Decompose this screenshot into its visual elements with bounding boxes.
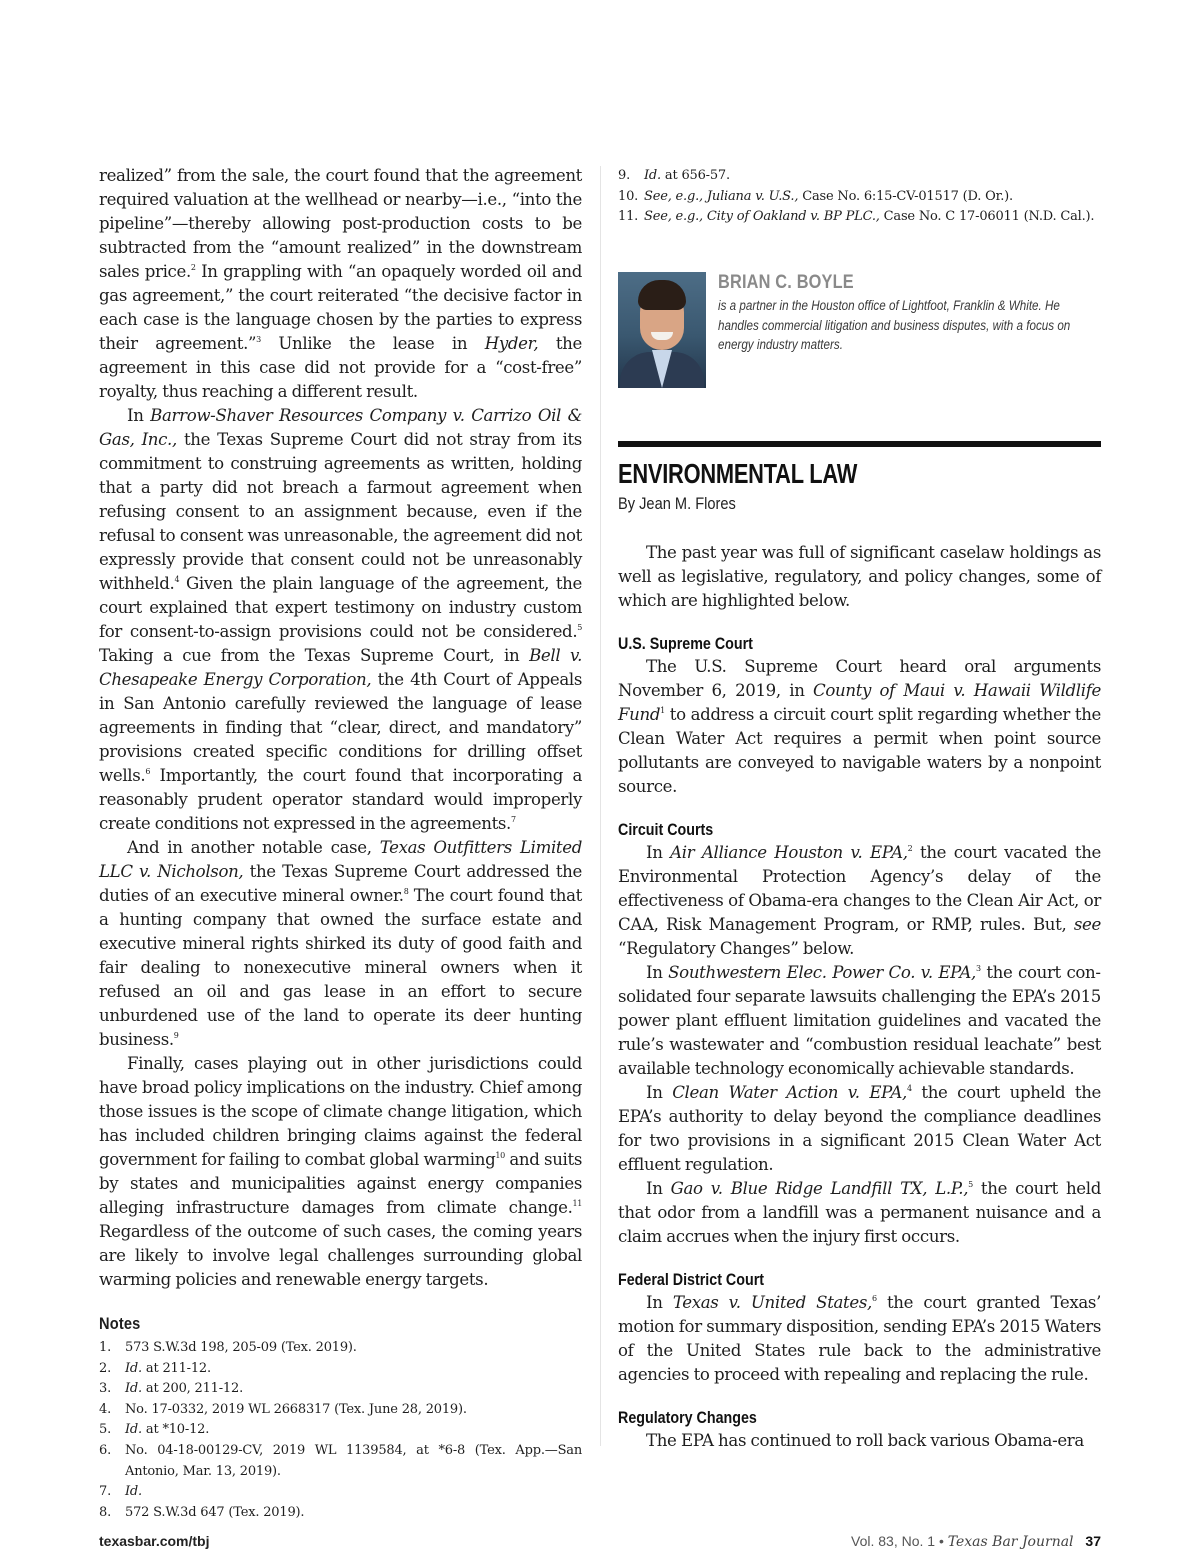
section-body bbox=[618, 541, 1101, 1453]
italic-text: County of Maui v. Hawaii Wildlife Fund bbox=[618, 681, 1101, 724]
text-run: Case No. 6:15-CV-01517 (D. Or.). bbox=[798, 188, 1013, 204]
body-paragraph bbox=[99, 836, 582, 1052]
note-number: 7. bbox=[99, 1484, 112, 1500]
text-run: the court vacated the Environmental Protection Agency’s delay of the effectiveness of Obama-era changes to the Clean Air Act, or CAA, Risk Management Program, or RMP, rules. But, bbox=[618, 843, 1102, 934]
italic-text: Southwestern Elec. Power Co. v. EPA, bbox=[668, 963, 976, 982]
note-number: 1. bbox=[99, 1340, 112, 1355]
text-run: the court held that odor from a landfill was a permanent nuisance and a claim accrues when the injury first occurs. bbox=[618, 1179, 1102, 1246]
author-photo bbox=[618, 272, 706, 388]
italic-text: Air Alliance Houston v. EPA, bbox=[670, 843, 908, 862]
note-item bbox=[99, 1420, 582, 1441]
text-run: The court found that a hunting company that owned the surface estate and executive mineral rights shirked its duty of good faith and fair dealing to nonexecutive mineral owners when it refused an oil and gas lease in an effort to secure unburdened use of the land to operate its deer hunting business. bbox=[99, 886, 582, 1049]
notes-list bbox=[99, 1338, 582, 1523]
italic-text: Id. bbox=[125, 1422, 142, 1438]
body-paragraph bbox=[618, 961, 1101, 1081]
text-run: Finally, cases playing out in other jurisdictions could have broad policy implications on the industry. Chief among those issues is the scope of climate change litigation, which has included children bringing claims against the federal government for failing to combat global warming bbox=[99, 1054, 582, 1169]
italic-text: Id. bbox=[125, 1381, 142, 1397]
note-item bbox=[99, 1338, 582, 1359]
footnote-ref: 3 bbox=[256, 335, 261, 344]
note-item bbox=[99, 1400, 582, 1421]
text-run: Case No. C 17-06011 (N.D. Cal.). bbox=[879, 209, 1095, 225]
footer-volume: Vol. 83, No. 1 bbox=[851, 1533, 936, 1549]
italic-text: Id. bbox=[644, 168, 661, 183]
text-run: In bbox=[646, 1293, 673, 1312]
italic-text: Clean Water Action v. EPA, bbox=[672, 1083, 907, 1102]
footnote-ref: 9 bbox=[173, 1031, 179, 1040]
text-run: the Texas Supreme Court addressed the duties of an executive mineral owner. bbox=[99, 862, 582, 905]
footnote-ref: 2 bbox=[190, 263, 196, 272]
footer-journal: Texas Bar Journal bbox=[947, 1534, 1074, 1550]
note-item bbox=[99, 1503, 582, 1524]
footer-bullet: • bbox=[938, 1533, 944, 1549]
footnote-ref: 5 bbox=[968, 1180, 973, 1189]
text-run: realized” from the sale, the court found that the agreement required valuation at the wellhead or nearby—i.e., “into the pipeline”—thereby allowing post-production costs to be subtracted from the “amount realized” in the downstream sales price. bbox=[99, 166, 582, 281]
text-run: to address a circuit court split regarding whether the Clean Water Act requires a permit when point source pollutants are conveyed to navigable waters by a nonpoint source. bbox=[618, 705, 1101, 796]
subsection-heading: Federal District Court bbox=[618, 1270, 765, 1289]
text-run: Taking a cue from the Texas Supreme Court, in bbox=[99, 646, 530, 665]
note-item bbox=[618, 207, 1101, 228]
page-number: 37 bbox=[1085, 1533, 1101, 1549]
text-run: the court consolidated four separate lawsuits challenging the EPA’s 2015 power plant effluent limitation guidelines and vacated the rule’s wastewater and “combustion residual leachate” best available technology economically achievable standards. bbox=[618, 963, 1101, 1078]
note-item bbox=[99, 1359, 582, 1380]
footnote-ref: 7 bbox=[510, 815, 516, 824]
italic-text: Barrow-Shaver Resources Company v. Carrizo Oil & Gas, Inc., bbox=[99, 406, 583, 449]
body-paragraph bbox=[99, 1052, 582, 1292]
italic-text: Bell v. Chesapeake Energy Corporation, bbox=[99, 646, 582, 689]
footnote-ref: 4 bbox=[174, 575, 180, 584]
footnote-ref: 5 bbox=[577, 623, 582, 632]
note-number: 5. bbox=[99, 1422, 112, 1438]
note-number: 8. bbox=[99, 1504, 112, 1520]
italic-text: Id. bbox=[125, 1360, 142, 1376]
text-run: In bbox=[646, 963, 669, 982]
note-number: 11. bbox=[618, 209, 639, 225]
body-paragraph bbox=[618, 655, 1101, 799]
italic-text: Id. bbox=[125, 1484, 142, 1500]
text-run: the agreement in this case did not provide for a “cost-free” royalty, thus reaching a different result. bbox=[99, 334, 582, 401]
text-run: at 211-12. bbox=[142, 1360, 211, 1376]
footnote-ref: 6 bbox=[871, 1294, 877, 1303]
note-item bbox=[618, 166, 1101, 187]
text-run: and suits by states and municipalities against energy companies alleging infrastructure damages from climate change. bbox=[99, 1150, 582, 1217]
note-item bbox=[618, 187, 1101, 208]
body-paragraph bbox=[618, 841, 1101, 961]
text-run: the 4th Court of Appeals in San Antonio carefully reviewed the language of lease agreements in finding that “clear, direct, and mandatory” provisions created specific conditions for drilling offset wells. bbox=[99, 670, 582, 785]
body-paragraph bbox=[618, 1429, 1101, 1453]
note-item bbox=[99, 1379, 582, 1400]
text-run: the court upheld the EPA’s authority to delay beyond the compliance deadlines for two provisions in a significant 2015 Clean Water Act effluent regulation. bbox=[618, 1083, 1102, 1174]
footer-issue bbox=[851, 1533, 1101, 1550]
text-run: In bbox=[127, 406, 151, 425]
note-number: 3. bbox=[99, 1381, 112, 1397]
note-number: 10. bbox=[618, 188, 639, 204]
italic-text: Texas Outfitters Limited LLC v. Nicholson, bbox=[99, 838, 582, 881]
notes-heading: Notes bbox=[99, 1314, 141, 1333]
text-run: at 200, 211-12. bbox=[142, 1381, 243, 1397]
text-run: In grappling with “an opaquely worded oil and gas agreement,” the court reiterated “the decisive factor in each case is the language chosen by the parties to express their agreement.” bbox=[99, 262, 582, 353]
subsection-heading: U.S. Supreme Court bbox=[618, 634, 753, 653]
italic-text: see bbox=[1073, 915, 1101, 934]
text-run: The U.S. Supreme Court heard oral arguments November 6, 2019, in bbox=[618, 657, 1101, 700]
note-item bbox=[99, 1441, 582, 1482]
text-run: the court granted Texas’ motion for summary disposition, sending EPA’s 2015 Waters of the United States rule back to the administrative agencies to proceed with repealing and replacing the rule. bbox=[618, 1293, 1102, 1384]
italic-text: See, e.g., City of Oakland v. BP PLC., bbox=[644, 209, 880, 225]
text-run: 573 S.W.3d 198, 205-09 (Tex. 2019). bbox=[125, 1340, 357, 1355]
footnote-ref: 8 bbox=[403, 887, 409, 896]
text-run: The past year was full of significant caselaw holdings as well as legislative, regulatory, and policy changes, some of which are highlighted below. bbox=[618, 543, 1101, 610]
note-number: 6. bbox=[99, 1442, 112, 1458]
footnote-ref: 10 bbox=[495, 1151, 505, 1160]
section-rule bbox=[618, 441, 1101, 447]
body-paragraph bbox=[618, 1081, 1101, 1177]
note-number: 2. bbox=[99, 1360, 112, 1376]
section-byline: By Jean M. Flores bbox=[618, 494, 736, 513]
section-title: ENVIRONMENTAL LAW bbox=[618, 458, 858, 489]
subsection-heading: Circuit Courts bbox=[618, 820, 714, 839]
column-divider bbox=[600, 166, 601, 1446]
footnote-ref: 6 bbox=[145, 767, 151, 776]
body-paragraph bbox=[99, 404, 582, 836]
subsection-heading: Regulatory Changes bbox=[618, 1408, 757, 1427]
body-paragraph bbox=[618, 541, 1101, 613]
author-description: is a partner in the Houston office of Lightfoot, Franklin & White. He handles commercial litigation and business disputes, with a focus on energy industry matters. bbox=[718, 298, 1071, 352]
note-number: 4. bbox=[99, 1401, 112, 1417]
body-paragraph bbox=[99, 164, 582, 404]
text-run: No. 17-0332, 2019 WL 2668317 (Tex. June 28, 2019). bbox=[125, 1401, 467, 1417]
text-run: the Texas Supreme Court did not stray from its commitment to construing agreements as written, holding that a party did not breach a farmout agreement when refusing consent to an assignment because, even if the refusal to consent was unreasonable, the agreement did not expressly provide that consent could not be unreasonably withheld. bbox=[99, 430, 582, 593]
note-number: 9. bbox=[618, 168, 631, 183]
footnote-ref: 2 bbox=[907, 844, 913, 853]
left-column bbox=[99, 164, 582, 1523]
italic-text: Hyder, bbox=[484, 334, 539, 353]
text-run: “Regulatory Changes” below. bbox=[618, 939, 855, 958]
body-paragraph bbox=[618, 1291, 1101, 1387]
footnote-ref: 1 bbox=[660, 706, 665, 715]
author-name: BRIAN C. BOYLE bbox=[718, 272, 854, 293]
author-bio bbox=[618, 272, 1101, 388]
text-run: Unlike the lease in bbox=[260, 334, 485, 353]
text-run: at *10-12. bbox=[142, 1422, 210, 1438]
text-run: Regardless of the outcome of such cases, the coming years are likely to involve legal challenges surrounding global warming policies and renewable energy targets. bbox=[99, 1222, 582, 1289]
footnote-ref: 4 bbox=[907, 1084, 912, 1093]
right-notes bbox=[618, 166, 1101, 228]
text-run: In bbox=[646, 843, 671, 862]
body-paragraph bbox=[618, 1177, 1101, 1249]
text-run: No. 04-18-00129-CV, 2019 WL 1139584, at *6-8 (Tex. App.—San Antonio, Mar. 13, 2019). bbox=[125, 1442, 582, 1479]
text-run: And in another notable case, bbox=[127, 838, 380, 857]
text-run: The EPA has continued to roll back various Obama-era bbox=[646, 1431, 1084, 1450]
note-item bbox=[99, 1482, 582, 1503]
italic-text: Gao v. Blue Ridge Landfill TX, L.P., bbox=[670, 1179, 969, 1198]
footer-url: texasbar.com/tbj bbox=[99, 1533, 210, 1549]
text-run: Given the plain language of the agreement, the court explained that expert testimony on industry custom for consent-to-assign provisions could not be considered. bbox=[99, 574, 582, 641]
italic-text: Texas v. United States, bbox=[672, 1293, 872, 1312]
text-run: Importantly, the court found that incorporating a reasonably prudent operator standard would improperly create conditions not expressed in the agreements. bbox=[99, 766, 582, 833]
notes-list-continued bbox=[618, 166, 1101, 228]
text-run: at 656-57. bbox=[661, 168, 730, 183]
italic-text: See, e.g., Juliana v. U.S., bbox=[644, 188, 799, 204]
footnote-ref: 11 bbox=[572, 1199, 582, 1208]
text-run: 572 S.W.3d 647 (Tex. 2019). bbox=[125, 1504, 305, 1520]
text-run: In bbox=[646, 1083, 673, 1102]
footnote-ref: 3 bbox=[975, 964, 981, 973]
text-run: In bbox=[646, 1179, 671, 1198]
